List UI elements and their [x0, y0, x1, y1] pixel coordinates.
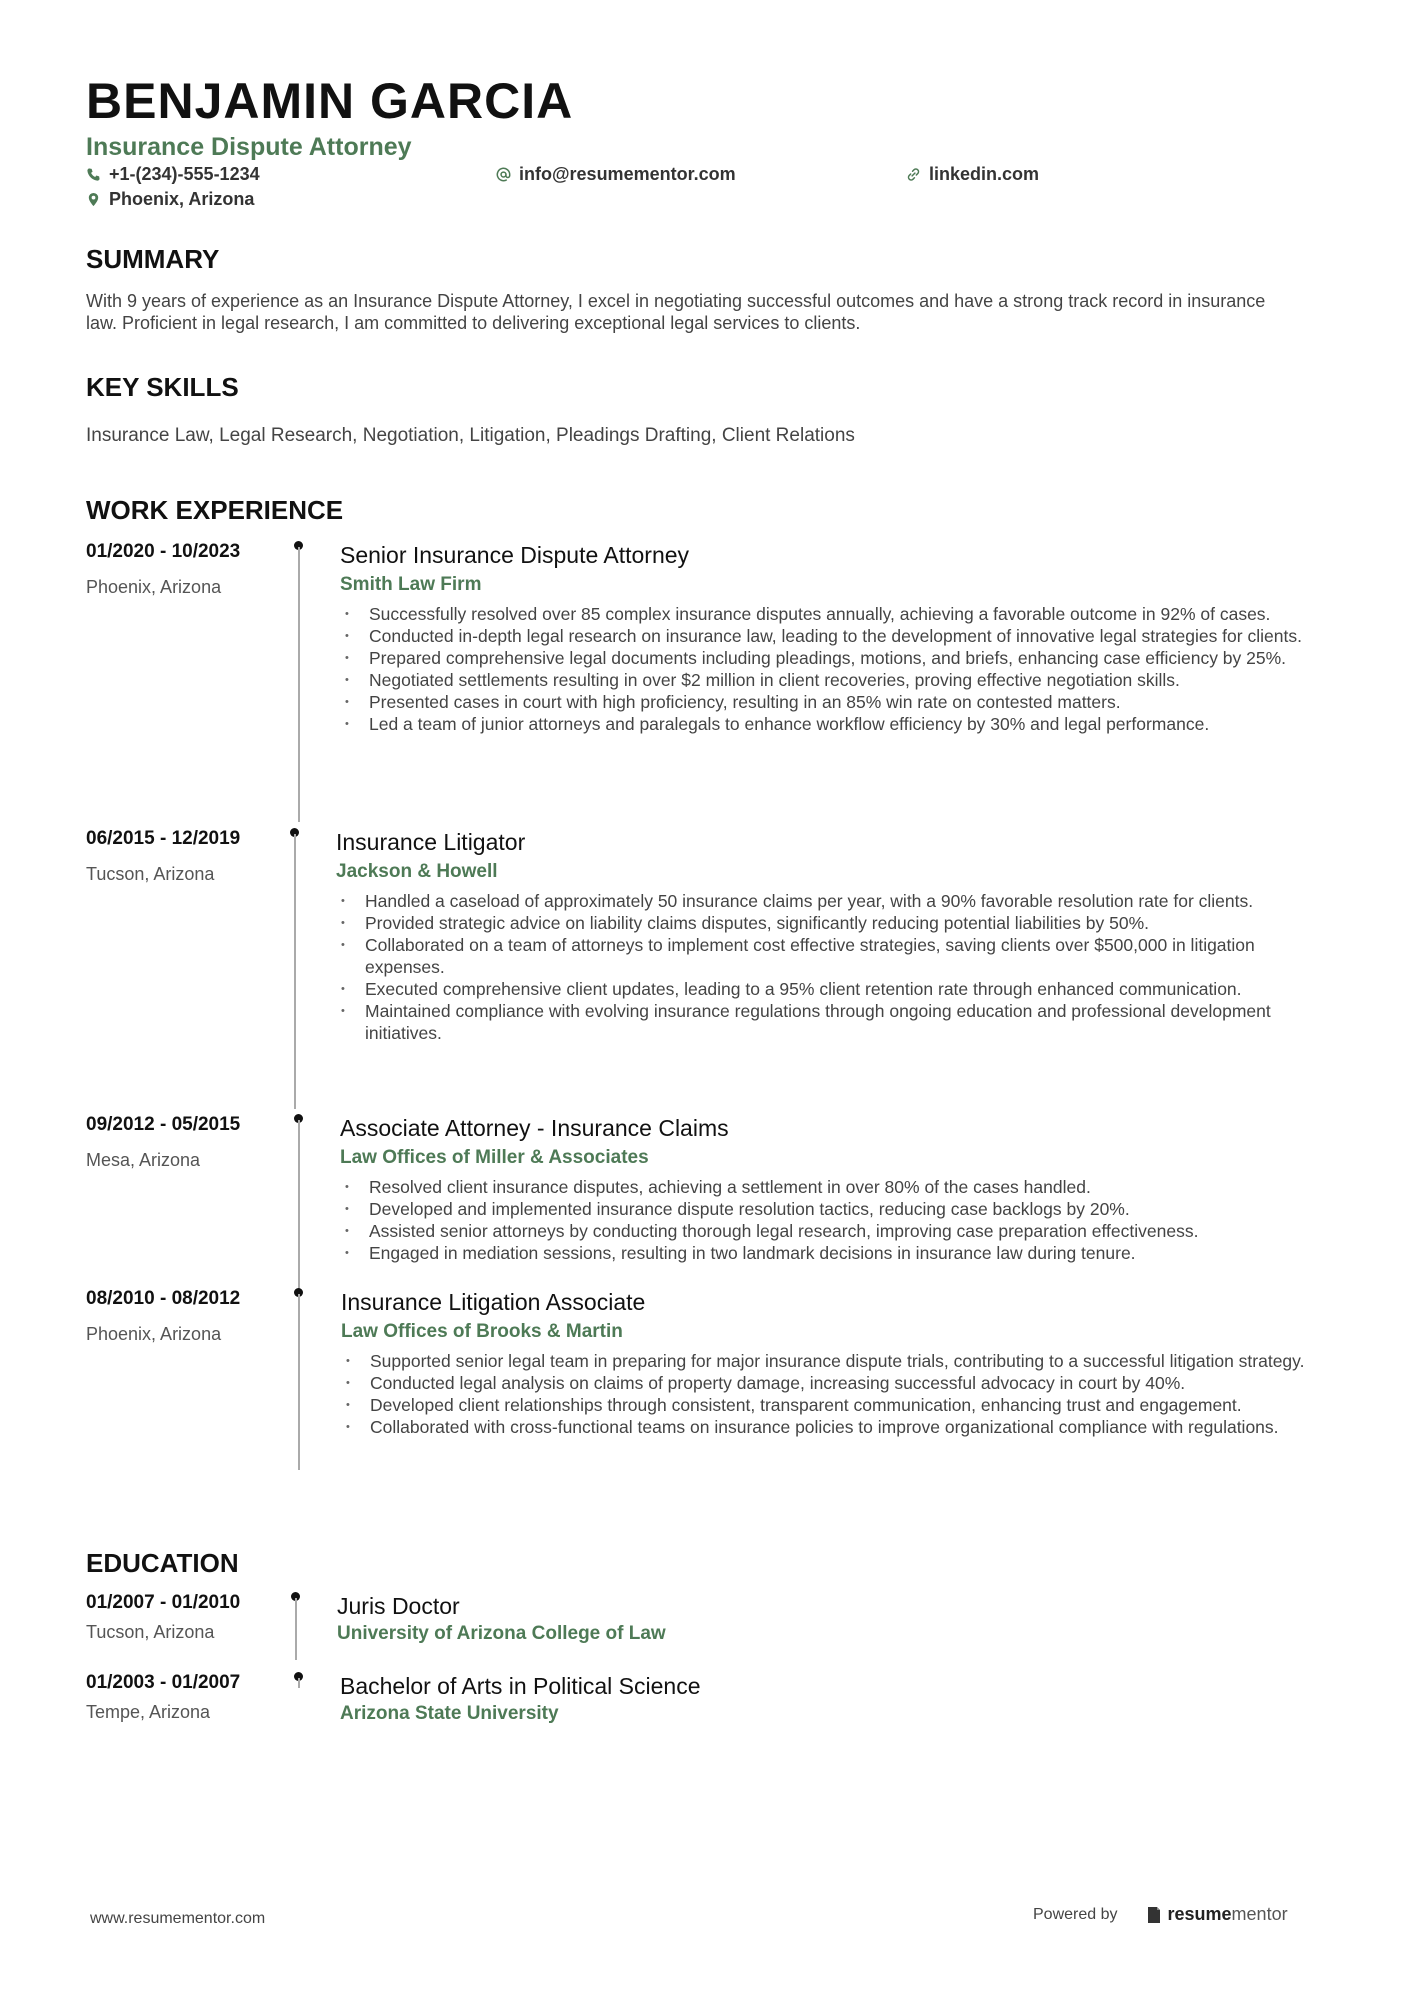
- skills-heading: KEY SKILLS: [86, 372, 239, 402]
- phone-text: +1-(234)-555-1234: [109, 164, 260, 184]
- job-bullet: • Prepared comprehensive legal documents including pleadings, motions, and briefs, enhancing case efficiency by 25%.: [340, 647, 1340, 669]
- job-content: [340, 1114, 1340, 1264]
- contact-phone: [86, 164, 260, 185]
- powered-by-label: Powered by: [1033, 1905, 1118, 1923]
- job-dates: 01/2020 - 10/2023: [86, 541, 241, 562]
- job-bullets: [336, 890, 1336, 1044]
- job-bullet: • Developed client relationships through consistent, transparent communication, enhancing trust and engagement.: [341, 1394, 1341, 1416]
- education-location: Tempe, Arizona: [86, 1702, 211, 1722]
- job-content: [336, 828, 1336, 1044]
- job-title: Senior Insurance Dispute Attorney: [340, 542, 690, 568]
- job-bullet: • Maintained compliance with evolving insurance regulations through ongoing education and professional development initiatives.: [336, 1000, 1336, 1044]
- contact-linkedin[interactable]: [906, 164, 1039, 185]
- resumementor-logo-icon: [1146, 1905, 1162, 1925]
- job-location: Tucson, Arizona: [86, 864, 215, 884]
- experience-heading: WORK EXPERIENCE: [86, 495, 344, 525]
- job-bullet: • Presented cases in court with high proficiency, resulting in an 85% win rate on contested matters.: [340, 691, 1340, 713]
- education-dates: 01/2003 - 01/2007: [86, 1672, 241, 1693]
- phone-icon: [86, 167, 101, 182]
- job-bullet: • Provided strategic advice on liability claims disputes, significantly reducing potential liabilities by 50%.: [336, 912, 1336, 934]
- timeline-line: [298, 1120, 300, 1290]
- education-degree: Juris Doctor: [337, 1593, 460, 1619]
- job-title: Insurance Litigation Associate: [341, 1289, 646, 1315]
- timeline-line: [298, 1294, 300, 1470]
- education-content: [337, 1592, 1337, 1646]
- contact-location: [86, 189, 254, 210]
- link-icon: [906, 167, 921, 182]
- job-title: Insurance Litigator: [336, 829, 526, 855]
- brand-logo[interactable]: [1146, 1904, 1288, 1925]
- job-bullet: • Led a team of junior attorneys and paralegals to enhance workflow efficiency by 30% and legal performance.: [340, 713, 1340, 735]
- job-dates: 06/2015 - 12/2019: [86, 828, 241, 849]
- brand-name-rest: mentor: [1231, 1904, 1288, 1924]
- job-bullet: • Assisted senior attorneys by conducting thorough legal research, improving case preparation effectiveness.: [340, 1220, 1340, 1242]
- timeline-line: [298, 547, 300, 822]
- timeline-line: [294, 834, 296, 1109]
- education-dates: 01/2007 - 01/2010: [86, 1592, 241, 1613]
- education-degree: Bachelor of Arts in Political Science: [340, 1673, 701, 1699]
- job-dates: 08/2010 - 08/2012: [86, 1288, 241, 1309]
- education-location: Tucson, Arizona: [86, 1622, 215, 1642]
- summary-heading: SUMMARY: [86, 244, 220, 274]
- location-text: Phoenix, Arizona: [109, 189, 255, 209]
- job-location: Phoenix, Arizona: [86, 577, 222, 597]
- job-bullet: • Collaborated on a team of attorneys to implement cost effective strategies, saving clients over $500,000 in litigation expenses.: [336, 934, 1336, 978]
- job-bullet: • Supported senior legal team in preparing for major insurance dispute trials, contributing to a successful litigation strategy.: [341, 1350, 1341, 1372]
- job-bullet: • Conducted legal analysis on claims of property damage, increasing successful advocacy in court by 40%.: [341, 1372, 1341, 1394]
- footer-website[interactable]: www.resumementor.com: [90, 1910, 266, 1927]
- job-bullets: [341, 1350, 1341, 1438]
- job-bullet: • Engaged in mediation sessions, resulting in two landmark decisions in insurance law during tenure.: [340, 1242, 1340, 1264]
- job-bullet: • Successfully resolved over 85 complex insurance disputes annually, achieving a favorable outcome in 92% of cases.: [340, 603, 1340, 625]
- job-bullet: • Handled a caseload of approximately 50 insurance claims per year, with a 90% favorable resolution rate for clients.: [336, 890, 1336, 912]
- job-dates: 09/2012 - 05/2015: [86, 1114, 241, 1135]
- job-bullet: • Conducted in-depth legal research on insurance law, leading to the development of innovative legal strategies for clients.: [340, 625, 1340, 647]
- brand-name-bold: resume: [1167, 1904, 1232, 1924]
- job-bullet: • Resolved client insurance disputes, achieving a settlement in over 80% of the cases handled.: [340, 1176, 1340, 1198]
- job-location: Phoenix, Arizona: [86, 1324, 222, 1344]
- job-content: [341, 1288, 1341, 1438]
- education-school: Arizona State University: [340, 1703, 559, 1724]
- job-bullets: [340, 1176, 1340, 1264]
- email-link[interactable]: info@resumementor.com: [519, 164, 736, 184]
- job-company: Smith Law Firm: [340, 574, 482, 595]
- skills-text: Insurance Law, Legal Research, Negotiation, Litigation, Pleadings Drafting, Client Relations: [86, 425, 855, 446]
- timeline-line: [295, 1598, 297, 1660]
- timeline-line: [298, 1678, 300, 1688]
- job-bullet: • Collaborated with cross-functional teams on insurance policies to improve organizational compliance with regulations.: [341, 1416, 1341, 1438]
- job-location: Mesa, Arizona: [86, 1150, 201, 1170]
- candidate-name: BENJAMIN GARCIA: [86, 73, 574, 129]
- location-pin-icon: [86, 192, 101, 207]
- job-title: Associate Attorney - Insurance Claims: [340, 1115, 729, 1141]
- job-content: [340, 541, 1340, 735]
- education-heading: EDUCATION: [86, 1548, 239, 1578]
- candidate-role: Insurance Dispute Attorney: [86, 133, 412, 161]
- job-company: Jackson & Howell: [336, 861, 498, 882]
- education-content: [340, 1672, 1340, 1726]
- job-bullet: • Executed comprehensive client updates, leading to a 95% client retention rate through enhanced communication.: [336, 978, 1336, 1000]
- education-school: University of Arizona College of Law: [337, 1623, 666, 1644]
- job-bullets: [340, 603, 1340, 735]
- linkedin-link[interactable]: linkedin.com: [929, 164, 1040, 184]
- job-company: Law Offices of Miller & Associates: [340, 1147, 649, 1168]
- job-bullet: • Negotiated settlements resulting in over $2 million in client recoveries, proving effective negotiation skills.: [340, 669, 1340, 691]
- footer-powered-by: [1033, 1904, 1288, 1925]
- job-company: Law Offices of Brooks & Martin: [341, 1321, 623, 1342]
- summary-text: With 9 years of experience as an Insurance Dispute Attorney, I excel in negotiating successful outcomes and have a strong track record in insurance law. Proficient in legal research, I am committed to delivering exceptional legal services to clients.: [86, 291, 1266, 333]
- job-bullet: • Developed and implemented insurance dispute resolution tactics, reducing case backlogs by 20%.: [340, 1198, 1340, 1220]
- at-icon: [496, 167, 511, 182]
- contact-email[interactable]: [496, 164, 736, 185]
